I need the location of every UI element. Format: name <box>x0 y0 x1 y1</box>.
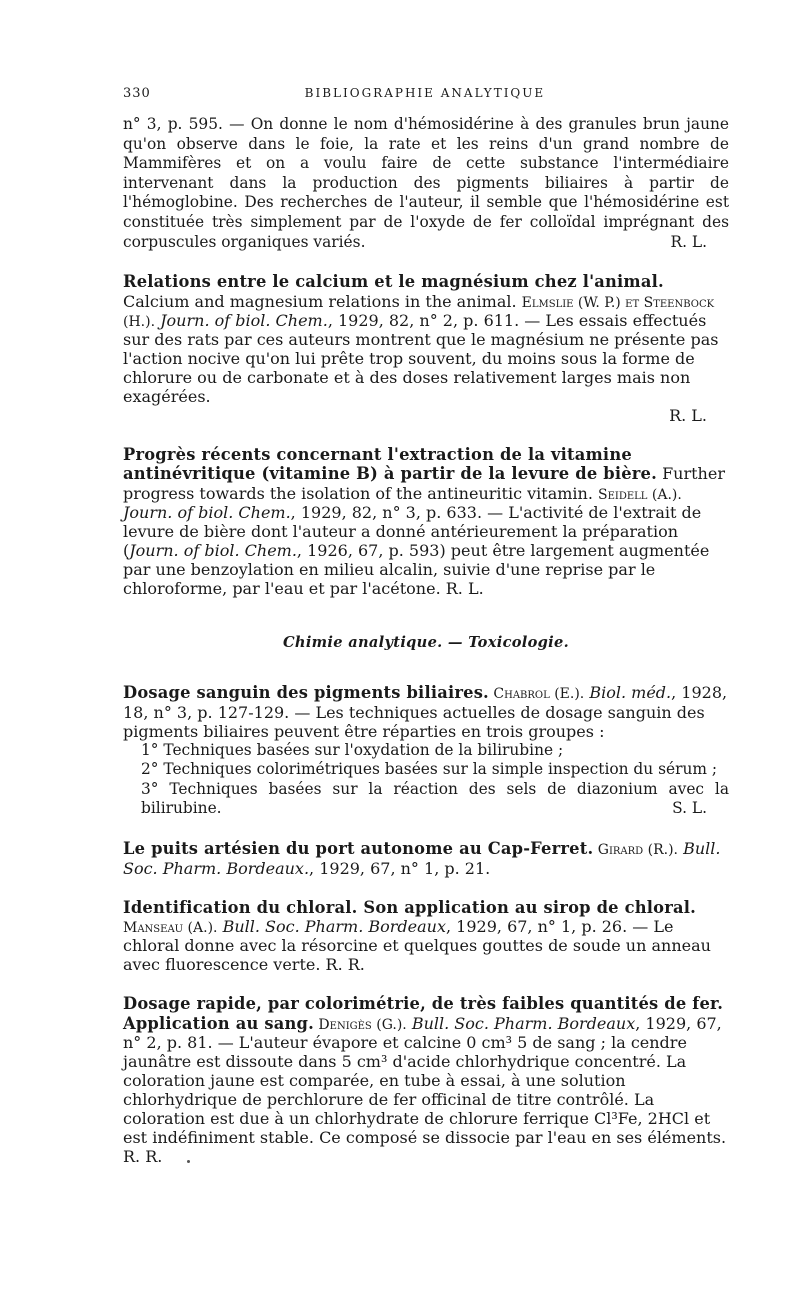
entry-authors: Manseau (A.). <box>123 920 218 937</box>
entry-ref-citation: , 1926, 67, p. 593) peut être largement augmentée par une benzoylation en milieu alcalin, suivie d'une reprise par le chloroforme, par l'eau et par l'acétone. <box>123 540 710 598</box>
section-heading: Chimie analytique. — Toxicologie. <box>283 633 569 651</box>
entry-journal: Journ. of biol. Chem. <box>123 502 291 522</box>
entry-title: Dosage sanguin des pigments biliaires. <box>123 682 489 702</box>
entry-ref-journal: Journ. of biol. Chem. <box>129 540 297 560</box>
entry-abstract: — Les essais effectués sur des rats par ces auteurs montrent que le magnésium ne présente pas l'action nocive qu'on lui prête trop souvent, du moins sous la forme de chlorure ou de carbonate et à des doses relativement larges mais non exagérées. <box>123 310 719 406</box>
entry-signature: R. L. <box>669 405 707 425</box>
entry-journal: Bull. Soc. Pharm. Bordeaux. <box>123 838 721 878</box>
entry-title: Dosage rapide, par colorimétrie, de très faibles quantités de fer. Application au sang. <box>123 994 724 1033</box>
page <box>123 86 729 1186</box>
entry-citation: , 1929, 82, n° 2, p. 611. <box>327 310 520 330</box>
entry-title: Identification du chloral. Son application au sirop de chloral. <box>123 897 696 917</box>
entry-signature: R. L. <box>445 578 484 598</box>
entry-signature: R. R. <box>123 1147 163 1167</box>
entry-citation: , 1929, 67, n° 1, p. 21. <box>309 858 491 878</box>
page-number: 330 <box>123 86 151 101</box>
entry-authors: Elmslie (W. P.) et Steenbock (H.). <box>123 294 715 330</box>
entry-authors: Chabrol (E.). <box>488 685 585 702</box>
entry-dosage-fer <box>123 994 729 1166</box>
entry-vitamine-b <box>123 445 729 598</box>
entry-abstract: — Le chloral donne avec la résorcine et quelques gouttes de soude un anneau avec fluorescence verte. <box>123 917 711 975</box>
entry-citation: , 1929, 82, n° 3, p. 633. <box>290 502 483 522</box>
entry-english-title: Further progress towards the isolation of the antineuritic vitamin. <box>123 464 725 503</box>
entry-abstract: — L'activité de l'extrait de levure de bière dont l'auteur a donné antérieurement la préparation ( <box>123 502 702 560</box>
entry-title: Relations entre le calcium et le magnésium chez l'animal. <box>123 272 664 292</box>
list-item: 1° Techniques basées sur l'oxydation de la bilirubine ; <box>141 740 564 759</box>
entry-citation: , 1928, 18, n° 3, p. 127-129. <box>123 682 728 722</box>
running-title: BIBLIOGRAPHIE ANALYTIQUE <box>304 86 546 100</box>
entry-pigments-biliaires <box>123 683 729 819</box>
entry-abstract: — Les techniques actuelles de dosage sanguin des pigments biliaires peuvent être réparties en trois groupes : <box>123 702 705 741</box>
entry-chloral <box>123 898 729 975</box>
entry-hemosiderine <box>123 115 729 252</box>
entry-abstract: — L'auteur évapore et calcine 0 cm³ 5 de sang ; la cendre jaunâtre est dissoute dans 5 cm³ d'acide chlorhydrique concentré. La coloration jaune est comparée, en tube à essai, à une solution chlorhydrique de perchlorure de fer officinal de titre contrôlé. La coloration est due à un chlorhydrate de chlorure ferrique Cl³Fe, 2HCl et est indéfiniment stable. Ce composé se dissocie par l'eau en ses éléments. <box>123 1033 727 1148</box>
entry-journal: Bull. Soc. Pharm. Bordeaux <box>217 917 446 937</box>
entry-title: Le puits artésien du port autonome au Cap-Ferret. <box>123 838 594 858</box>
entry-authors: Girard (R.). <box>593 841 679 858</box>
entry-puits-artesien <box>123 839 729 878</box>
entry-signature: S. L. <box>672 799 707 818</box>
entry-authors: Seidell (A.). <box>598 486 682 503</box>
entry-authors: Denigès (G.). <box>313 1016 407 1033</box>
entry-title: Progrès récents concernant l'extraction de la vitamine antinévritique (vitamine B) à partir de la levure de bière. <box>123 444 657 484</box>
entry-english-title: Calcium and magnesium relations in the animal. <box>123 291 522 311</box>
print-speck <box>187 1160 190 1163</box>
list-item: 2° Techniques colorimétriques basées sur la simple inspection du sérum ; <box>141 760 718 779</box>
entry-citation: , 1929, 67, n° 1, p. 26. <box>446 917 628 937</box>
running-head <box>123 86 729 101</box>
entry-journal: Journ. of biol. Chem. <box>155 310 328 330</box>
entry-citation: , 1929, 67, n° 2, p. 81. <box>123 1013 722 1053</box>
entry-abstract: n° 3, p. 595. — On donne le nom d'hémosidérine à des granules brun jaune qu'on observe dans le foie, la rate et les reins d'un grand nombre de Mammifères et on a voulu faire de cette substance l'intermédiaire intervenant dans la production des pigments biliaires à partir de l'hémoglobine. Des recherches de l'auteur, il semble que l'hémosidérine est constituée très simplement par de l'oxyde de fer colloïdal imprégnant des corpuscules organiques variés. <box>123 115 729 251</box>
list-item: 3° Techniques basées sur la réaction des sels de diazonium avec la bilirubine. <box>141 779 729 818</box>
entry-signature: R. L. <box>670 232 707 251</box>
entry-journal: Bull. Soc. Pharm. Bordeaux <box>406 1013 636 1033</box>
entry-journal: Biol. méd. <box>584 682 672 702</box>
entry-signature: R. R. <box>325 955 365 975</box>
entry-calcium-magnesium <box>123 272 729 425</box>
